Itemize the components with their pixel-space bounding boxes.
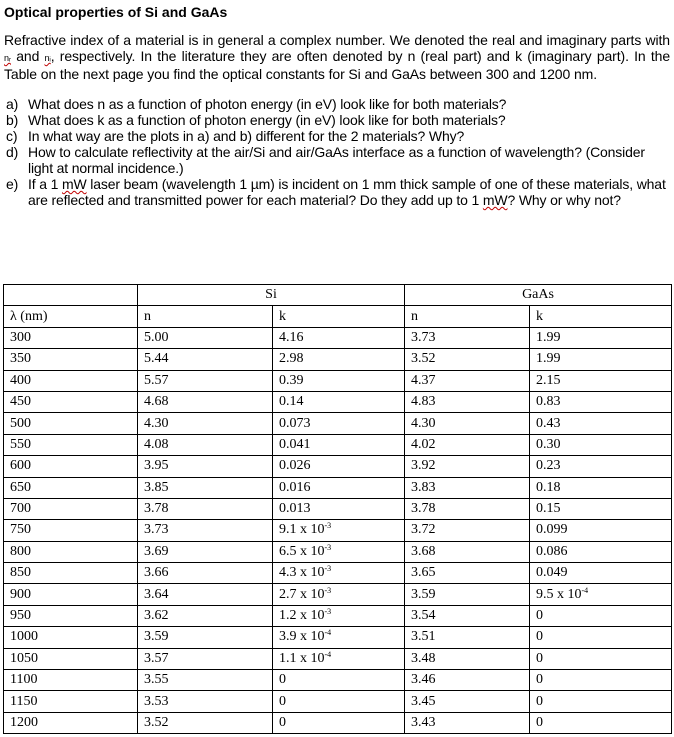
cell-si-k-value: 4.3 x 10: [279, 565, 325, 581]
cell-wavelength-value: 300: [10, 329, 31, 345]
cell-gaas-n-value: 3.48: [411, 650, 436, 666]
cell-si-k: [273, 691, 405, 712]
cell-si-k: [273, 370, 405, 391]
cell-wavelength: [4, 413, 138, 434]
cell-si-k-exponent: -4: [324, 628, 332, 638]
cell-gaas-k: [530, 648, 672, 669]
table-row: [4, 456, 672, 477]
page-title: Optical properties of Si and GaAs: [4, 4, 228, 20]
cell-gaas-n: [405, 627, 530, 648]
table-row: [4, 349, 672, 370]
cell-si-k-value: 4.16: [279, 329, 304, 345]
cell-si-n: [138, 627, 273, 648]
cell-si-k-value: 3.9 x 10: [279, 629, 325, 645]
empty-header-cell: [4, 285, 138, 306]
cell-si-k-exponent: -3: [324, 542, 332, 552]
cell-si-n-value: 5.44: [144, 351, 169, 367]
question-label: d): [6, 144, 19, 160]
cell-gaas-k: [530, 541, 672, 562]
group-header-gaas: GaAs: [405, 285, 672, 306]
cell-si-k: [273, 670, 405, 691]
cell-si-n-value: 5.00: [144, 329, 169, 345]
cell-gaas-n-value: 3.45: [411, 693, 436, 709]
cell-gaas-n-value: 3.73: [411, 329, 436, 345]
cell-si-k: [273, 627, 405, 648]
cell-gaas-n: [405, 563, 530, 584]
cell-si-k-exponent: -4: [324, 649, 332, 659]
cell-wavelength: [4, 349, 138, 370]
cell-wavelength-value: 1200: [10, 715, 38, 730]
cell-gaas-k-value: 0.23: [536, 458, 561, 474]
cell-gaas-n-value: 3.54: [411, 608, 436, 624]
table-row: [4, 413, 672, 434]
cell-si-k-value: 9.1 x 10: [279, 522, 325, 538]
cell-gaas-n: [405, 520, 530, 541]
column-header-lambda: λ (nm): [4, 306, 138, 327]
cell-si-k: [273, 498, 405, 519]
cell-wavelength: [4, 541, 138, 562]
table-row: [4, 670, 672, 691]
cell-gaas-n: [405, 712, 530, 733]
cell-si-n-value: 5.57: [144, 372, 169, 388]
cell-si-n: [138, 477, 273, 498]
cell-wavelength-value: 750: [10, 522, 31, 538]
cell-si-n-value: 3.85: [144, 479, 169, 495]
cell-wavelength: [4, 670, 138, 691]
cell-si-n-value: 4.08: [144, 436, 169, 452]
cell-gaas-n: [405, 498, 530, 519]
cell-gaas-k-value: 0: [536, 629, 543, 645]
question-label: c): [6, 128, 18, 144]
cell-gaas-k: [530, 391, 672, 412]
cell-wavelength-value: 650: [10, 479, 31, 495]
cell-si-n: [138, 327, 273, 348]
cell-gaas-n-value: 3.51: [411, 629, 436, 645]
cell-si-n: [138, 520, 273, 541]
cell-si-k-exponent: -3: [324, 521, 332, 531]
cell-gaas-k-value: 0.43: [536, 415, 561, 431]
question-label: b): [6, 112, 19, 128]
cell-si-n-value: 3.52: [144, 715, 169, 730]
cell-gaas-n: [405, 691, 530, 712]
table-row: [4, 327, 672, 348]
cell-si-n: [138, 434, 273, 455]
cell-gaas-k: [530, 498, 672, 519]
cell-gaas-n-value: 4.02: [411, 436, 436, 452]
cell-si-n: [138, 691, 273, 712]
cell-gaas-k: [530, 434, 672, 455]
cell-si-n-value: 3.62: [144, 608, 169, 624]
cell-si-n-value: 3.57: [144, 650, 169, 666]
question-text: If a 1: [28, 176, 62, 192]
question-d: [4, 144, 670, 176]
cell-gaas-n: [405, 456, 530, 477]
cell-gaas-k-value: 0.099: [536, 522, 568, 538]
cell-wavelength: [4, 477, 138, 498]
question-text: laser beam (wavelength 1 µm) is incident on 1 mm thick sample of one of these materials, what are reflected and transmitted power for each material? Do they add up to 1: [28, 176, 666, 208]
cell-gaas-n: [405, 370, 530, 391]
cell-si-n-value: 3.95: [144, 458, 169, 474]
cell-gaas-n: [405, 349, 530, 370]
table-column-header-row: [4, 306, 672, 327]
cell-gaas-k-value: 2.15: [536, 372, 561, 388]
cell-gaas-k: [530, 456, 672, 477]
cell-gaas-k: [530, 370, 672, 391]
cell-gaas-k-value: 0: [536, 672, 543, 688]
cell-wavelength: [4, 563, 138, 584]
symbol-nr: nᵣ: [4, 53, 11, 63]
table-row: [4, 541, 672, 562]
cell-si-n: [138, 370, 273, 391]
table-row: [4, 584, 672, 605]
table-row: [4, 648, 672, 669]
cell-gaas-n-value: 3.68: [411, 543, 436, 559]
cell-gaas-n-value: 3.92: [411, 458, 436, 474]
cell-si-n: [138, 456, 273, 477]
column-header-si-k: k: [273, 306, 405, 327]
cell-wavelength-value: 1000: [10, 629, 38, 645]
cell-gaas-n: [405, 670, 530, 691]
cell-si-k: [273, 391, 405, 412]
cell-si-k: [273, 349, 405, 370]
cell-si-k: [273, 605, 405, 626]
cell-wavelength-value: 400: [10, 372, 31, 388]
question-b: [4, 112, 670, 128]
cell-gaas-k: [530, 563, 672, 584]
unit-mw: mW: [61, 176, 87, 192]
cell-si-k: [273, 648, 405, 669]
question-label: e): [6, 176, 19, 192]
cell-wavelength: [4, 691, 138, 712]
cell-wavelength: [4, 391, 138, 412]
cell-gaas-k: [530, 712, 672, 733]
cell-si-n: [138, 391, 273, 412]
table-row: [4, 498, 672, 519]
cell-wavelength-value: 800: [10, 543, 31, 559]
cell-gaas-k-exponent: -4: [581, 585, 589, 595]
cell-wavelength-value: 450: [10, 394, 31, 410]
cell-gaas-k: [530, 605, 672, 626]
cell-si-k-exponent: -3: [324, 564, 332, 574]
cell-si-n: [138, 648, 273, 669]
cell-gaas-k-value: 0.18: [536, 479, 561, 495]
cell-wavelength: [4, 627, 138, 648]
cell-si-k-value: 0: [279, 672, 286, 688]
cell-gaas-k-value: 0.83: [536, 394, 561, 410]
cell-si-n: [138, 584, 273, 605]
cell-si-k-exponent: -3: [324, 585, 332, 595]
cell-si-n: [138, 349, 273, 370]
document: [4, 0, 670, 208]
cell-si-k-value: 0: [279, 715, 286, 730]
cell-gaas-k: [530, 327, 672, 348]
cell-gaas-n: [405, 605, 530, 626]
cell-wavelength: [4, 605, 138, 626]
cell-si-k-value: 2.98: [279, 351, 304, 367]
cell-si-n-value: 3.66: [144, 565, 169, 581]
table-row: [4, 434, 672, 455]
question-text: How to calculate reflectivity at the air/Si and air/GaAs interface as a function of wavelength? (Consider light at normal incidence.): [28, 144, 645, 176]
cell-si-n: [138, 605, 273, 626]
column-header-gaas-n: n: [405, 306, 530, 327]
table-group-header-row: [4, 285, 672, 306]
cell-gaas-k: [530, 349, 672, 370]
question-e: [4, 176, 670, 208]
cell-si-k-value: 1.2 x 10: [279, 608, 325, 624]
cell-gaas-n-value: 3.52: [411, 351, 436, 367]
group-header-si: Si: [138, 285, 405, 306]
cell-si-n: [138, 498, 273, 519]
cell-si-k: [273, 520, 405, 541]
question-text: In what way are the plots in a) and b) different for the 2 materials? Why?: [28, 128, 465, 144]
cell-gaas-k-value: 1.99: [536, 329, 561, 345]
cell-si-n-value: 3.55: [144, 672, 169, 688]
cell-si-k: [273, 563, 405, 584]
cell-gaas-n: [405, 541, 530, 562]
question-text: What does k as a function of photon energy (in eV) look like for both materials?: [28, 112, 506, 128]
cell-wavelength-value: 850: [10, 565, 31, 581]
cell-si-n: [138, 541, 273, 562]
cell-wavelength-value: 700: [10, 501, 31, 517]
cell-gaas-n-value: 3.43: [411, 715, 436, 730]
cell-si-k: [273, 541, 405, 562]
column-header-si-n: n: [138, 306, 273, 327]
cell-si-k: [273, 456, 405, 477]
cell-wavelength-value: 600: [10, 458, 31, 474]
intro-text-2: and: [10, 48, 45, 64]
cell-gaas-n: [405, 477, 530, 498]
cell-si-n-value: 3.73: [144, 522, 169, 538]
cell-gaas-k-value: 0: [536, 650, 543, 666]
cell-gaas-n-value: 3.65: [411, 565, 436, 581]
cell-si-k-value: 0.073: [279, 415, 311, 431]
intro-paragraph: [4, 32, 670, 82]
cell-si-n: [138, 670, 273, 691]
cell-gaas-k-value: 0.15: [536, 501, 561, 517]
cell-si-k-value: 0: [279, 693, 286, 709]
cell-si-n-value: 3.59: [144, 629, 169, 645]
cell-gaas-k: [530, 413, 672, 434]
cell-wavelength-value: 1050: [10, 650, 38, 666]
cell-si-k-value: 1.1 x 10: [279, 650, 325, 666]
cell-si-n-value: 4.68: [144, 394, 169, 410]
cell-gaas-n: [405, 434, 530, 455]
symbol-ni: nᵢ: [44, 53, 51, 63]
cell-gaas-n: [405, 327, 530, 348]
cell-gaas-k: [530, 691, 672, 712]
cell-wavelength-value: 1100: [10, 672, 38, 688]
cell-si-n: [138, 413, 273, 434]
cell-gaas-k-value: 0: [536, 608, 543, 624]
table-row: [4, 370, 672, 391]
cell-gaas-n: [405, 648, 530, 669]
cell-si-k-value: 6.5 x 10: [279, 543, 325, 559]
cell-si-n: [138, 712, 273, 733]
cell-gaas-n: [405, 413, 530, 434]
cell-gaas-n: [405, 391, 530, 412]
cell-si-k-value: 0.39: [279, 372, 304, 388]
cell-si-k: [273, 413, 405, 434]
cell-gaas-k: [530, 477, 672, 498]
table-row: [4, 712, 672, 733]
cell-si-n-value: 3.69: [144, 543, 169, 559]
table-row: [4, 477, 672, 498]
cell-gaas-k: [530, 520, 672, 541]
cell-si-k: [273, 434, 405, 455]
cell-wavelength: [4, 456, 138, 477]
unit-mw: mW: [482, 192, 508, 208]
cell-si-k-exponent: -3: [324, 607, 332, 617]
cell-gaas-n-value: 4.83: [411, 394, 436, 410]
cell-gaas-n-value: 4.30: [411, 415, 436, 431]
cell-gaas-k-value: 0.049: [536, 565, 568, 581]
cell-si-k: [273, 712, 405, 733]
cell-si-n-value: 3.53: [144, 693, 169, 709]
optical-constants-table: [3, 284, 672, 734]
question-c: [4, 128, 670, 144]
cell-gaas-n: [405, 584, 530, 605]
question-text: ? Why or why not?: [507, 192, 621, 208]
cell-gaas-n-value: 3.72: [411, 522, 436, 538]
cell-wavelength: [4, 370, 138, 391]
cell-si-k-value: 0.013: [279, 501, 311, 517]
cell-gaas-k: [530, 584, 672, 605]
cell-si-k: [273, 327, 405, 348]
cell-wavelength: [4, 584, 138, 605]
cell-wavelength: [4, 520, 138, 541]
table-row: [4, 520, 672, 541]
cell-gaas-k-value: 0.30: [536, 436, 561, 452]
table-row: [4, 605, 672, 626]
cell-wavelength-value: 550: [10, 436, 31, 452]
cell-gaas-n-value: 3.59: [411, 586, 436, 602]
cell-wavelength: [4, 648, 138, 669]
table-row: [4, 627, 672, 648]
cell-gaas-n-value: 4.37: [411, 372, 436, 388]
table-row: [4, 563, 672, 584]
question-a: [4, 96, 670, 112]
cell-wavelength-value: 500: [10, 415, 31, 431]
cell-si-n-value: 3.78: [144, 501, 169, 517]
intro-text-3: , respectively. In the literature they are often denoted by n (real part) and k (imaginary part). In the Table on the next page you find the optical constants for Si and GaAs between 300 and 1200 nm.: [4, 48, 671, 82]
cell-gaas-k: [530, 627, 672, 648]
cell-gaas-n-value: 3.78: [411, 501, 436, 517]
cell-si-k: [273, 584, 405, 605]
cell-gaas-k: [530, 670, 672, 691]
cell-si-n-value: 3.64: [144, 586, 169, 602]
cell-si-k: [273, 477, 405, 498]
cell-si-k-value: 0.016: [279, 479, 311, 495]
cell-gaas-n-value: 3.83: [411, 479, 436, 495]
intro-text-1: Refractive index of a material is in general a complex number. We denoted the real and imaginary parts with: [4, 32, 670, 48]
cell-si-n-value: 4.30: [144, 415, 169, 431]
cell-si-k-value: 0.041: [279, 436, 311, 452]
question-list: [4, 96, 670, 208]
question-text: What does n as a function of photon energy (in eV) look like for both materials?: [28, 96, 507, 112]
cell-wavelength-value: 900: [10, 586, 31, 602]
cell-gaas-k-value: 0: [536, 715, 543, 730]
cell-gaas-k-value: 1.99: [536, 351, 561, 367]
cell-wavelength: [4, 498, 138, 519]
cell-gaas-k-value: 0.086: [536, 543, 568, 559]
cell-si-k-value: 0.14: [279, 394, 304, 410]
table-body: [4, 327, 672, 733]
cell-wavelength-value: 350: [10, 351, 31, 367]
column-header-gaas-k: k: [530, 306, 672, 327]
cell-gaas-k-value: 9.5 x 10: [536, 586, 582, 602]
cell-gaas-n-value: 3.46: [411, 672, 436, 688]
cell-wavelength: [4, 327, 138, 348]
cell-si-k-value: 2.7 x 10: [279, 586, 325, 602]
table-row: [4, 391, 672, 412]
question-label: a): [6, 96, 19, 112]
cell-wavelength-value: 950: [10, 608, 31, 624]
cell-wavelength-value: 1150: [10, 693, 38, 709]
cell-gaas-k-value: 0: [536, 693, 543, 709]
table-row: [4, 691, 672, 712]
cell-si-k-value: 0.026: [279, 458, 311, 474]
cell-wavelength: [4, 434, 138, 455]
cell-si-n: [138, 563, 273, 584]
cell-wavelength: [4, 712, 138, 733]
